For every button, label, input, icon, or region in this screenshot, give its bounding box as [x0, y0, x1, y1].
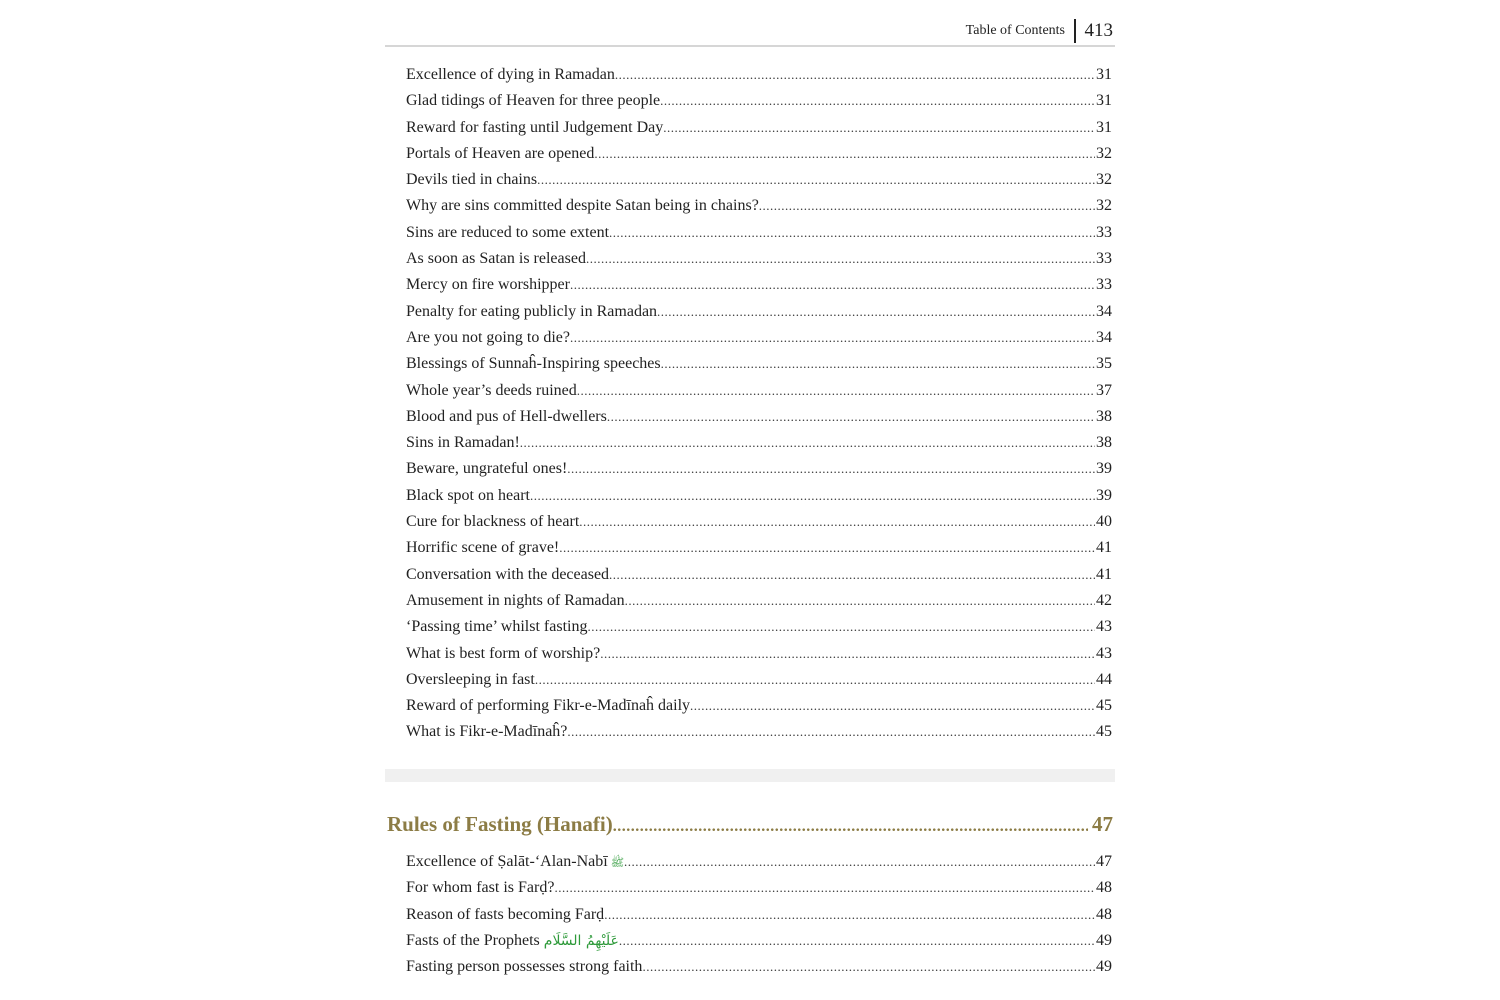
dot-leader	[615, 67, 1095, 83]
toc-entry[interactable]	[406, 645, 1112, 671]
honorific-arabic: عَلَيْهِمُ السَّلَام	[543, 932, 619, 949]
section-title: Rules of Fasting (Hanafi)	[387, 812, 613, 836]
toc-entry-title-text: Fasts of the Prophets	[406, 931, 540, 949]
toc-entry-title	[406, 408, 607, 426]
toc-entry-title-text: What is Fikr-e-Madīnaĥ?	[406, 723, 568, 741]
toc-entry-title	[406, 879, 554, 897]
dot-leader	[567, 724, 1095, 740]
dot-leader	[600, 646, 1095, 662]
running-head	[966, 18, 1113, 44]
dot-leader	[609, 225, 1095, 241]
toc-entry-title	[406, 355, 661, 373]
toc-entry-page: 33	[1096, 250, 1112, 268]
toc-entry-title	[406, 197, 759, 215]
honorific-glyph: ﷺ	[610, 856, 624, 869]
dot-leader	[609, 567, 1095, 583]
toc-entry-title	[406, 66, 615, 84]
dot-leader	[520, 435, 1095, 451]
dot-leader	[690, 698, 1095, 714]
toc-entry[interactable]	[406, 671, 1112, 697]
toc-entry-title	[406, 303, 657, 321]
toc-entry-page: 34	[1096, 328, 1112, 346]
toc-entry-title	[406, 329, 570, 347]
page-number: 413	[1084, 20, 1113, 41]
toc-entry-title	[406, 671, 535, 689]
toc-entry-title	[406, 566, 609, 584]
dot-leader	[577, 383, 1095, 399]
dot-leader	[613, 818, 1088, 836]
toc-entry[interactable]	[406, 906, 1112, 932]
toc-entry-title-text: Devils tied in chains	[406, 171, 538, 189]
toc-entry-title-text: As soon as Satan is released	[406, 250, 586, 268]
toc-entry-title-text: Reason of fasts becoming Farḍ	[406, 905, 605, 923]
dot-leader	[624, 854, 1095, 870]
toc-entry[interactable]	[406, 618, 1112, 644]
dot-leader	[660, 93, 1095, 109]
dot-leader	[657, 304, 1095, 320]
toc-entry-title	[406, 250, 586, 268]
dot-leader	[663, 120, 1095, 136]
toc-entry-title-text: Beware, ungrateful ones!	[406, 460, 568, 478]
toc-entry-title-text: Cure for blackness of heart	[406, 513, 580, 531]
toc-entry-title-text: Blood and pus of Hell-dwellers	[406, 407, 607, 425]
toc-entry-page: 38	[1096, 407, 1112, 425]
running-title: Table of Contents	[965, 23, 1065, 38]
toc-entry-page: 32	[1096, 171, 1112, 189]
toc-entry-title-text: ‘Passing time’ whilst fasting	[406, 618, 588, 636]
dot-leader	[554, 880, 1095, 896]
toc-entry[interactable]	[406, 171, 1112, 197]
toc-entry-title-text: Conversation with the deceased	[406, 565, 610, 583]
toc-entry-title-text: Horrific scene of grave!	[406, 539, 560, 557]
toc-entry[interactable]	[406, 145, 1112, 171]
dot-leader	[587, 619, 1095, 635]
toc-entry-title	[406, 92, 660, 110]
toc-entry-page: 41	[1096, 539, 1112, 557]
toc-entry-title-text: Reward for fasting until Judgement Day	[406, 118, 664, 136]
dot-leader	[570, 330, 1095, 346]
toc-entry[interactable]	[406, 879, 1112, 905]
toc-entry-title	[406, 958, 642, 976]
toc-entry[interactable]	[406, 853, 1112, 879]
toc-entry-title	[406, 645, 600, 663]
toc-entry-page: 41	[1096, 565, 1112, 583]
toc-entry-title	[406, 592, 625, 610]
toc-entry[interactable]	[406, 513, 1112, 539]
toc-entry-page: 35	[1096, 355, 1112, 373]
toc-entry-page: 39	[1096, 486, 1112, 504]
toc-entry-title	[406, 723, 567, 741]
book-page	[385, 0, 1115, 1000]
toc-entry-page: 39	[1096, 460, 1112, 478]
toc-entry-title-text: What is best form of worship?	[406, 644, 601, 662]
toc-entry-title-text: Portals of Heaven are opened	[406, 144, 595, 162]
toc-entry[interactable]	[406, 723, 1112, 749]
toc-entry[interactable]	[406, 592, 1112, 618]
toc-entry-title-text: Amusement in nights of Ramadan	[406, 591, 625, 609]
toc-list-section	[406, 853, 1112, 984]
toc-entry-title	[406, 145, 594, 163]
dot-leader	[579, 514, 1095, 530]
toc-entry[interactable]	[406, 487, 1112, 513]
toc-entry-page: 45	[1096, 697, 1112, 715]
dot-leader	[530, 488, 1095, 504]
toc-entry-title	[406, 697, 690, 715]
dot-leader	[604, 907, 1095, 923]
toc-entry-page: 32	[1096, 197, 1112, 215]
dot-leader	[661, 356, 1095, 372]
toc-entry-title	[406, 382, 577, 400]
dot-leader	[607, 409, 1095, 425]
toc-entry-title-text: Whole year’s deeds ruined	[406, 381, 577, 399]
toc-entry-page: 48	[1096, 905, 1112, 923]
toc-entry-page: 43	[1096, 618, 1112, 636]
dot-leader	[594, 146, 1095, 162]
section-divider-band	[385, 769, 1115, 782]
toc-entry-page: 47	[1096, 853, 1112, 870]
dot-leader	[570, 277, 1095, 293]
header-rule	[385, 45, 1115, 47]
toc-entry-page: 37	[1096, 381, 1112, 399]
toc-entry-title-text: Are you not going to die?	[406, 328, 570, 346]
toc-entry[interactable]	[406, 250, 1112, 276]
toc-entry[interactable]	[406, 958, 1112, 984]
toc-entry-title-text: Fasting person possesses strong faith	[406, 958, 643, 976]
dot-leader	[567, 461, 1095, 477]
toc-entry-page: 31	[1096, 66, 1112, 83]
toc-entry-title-text: Excellence of dying in Ramadan	[406, 66, 615, 83]
toc-entry[interactable]	[406, 66, 1112, 92]
toc-entry-title	[406, 276, 570, 294]
toc-entry-page: 34	[1096, 302, 1112, 320]
toc-entry-title	[406, 119, 663, 137]
toc-entry-title	[406, 224, 609, 242]
toc-entry-title	[406, 853, 624, 872]
toc-entry-title-text: Blessings of Sunnaĥ-Inspiring speeches	[406, 355, 661, 373]
dot-leader	[535, 672, 1095, 688]
toc-entry[interactable]	[406, 932, 1112, 958]
toc-entry-page: 31	[1096, 118, 1112, 136]
toc-entry-page: 33	[1096, 223, 1112, 241]
toc-entry-title	[406, 932, 619, 950]
section-heading[interactable]	[387, 812, 1113, 837]
toc-entry-title-text: Sins in Ramadan!	[406, 434, 520, 452]
toc-entry-title-text: Black spot on heart	[406, 486, 530, 504]
toc-list	[406, 66, 1112, 750]
toc-entry[interactable]	[406, 276, 1112, 302]
toc-entry-page: 38	[1096, 434, 1112, 452]
toc-entry[interactable]	[406, 382, 1112, 408]
toc-entry-title	[406, 513, 579, 531]
toc-entry-title-text: Excellence of Ṣalāt-‘Alan-Nabī	[406, 853, 608, 870]
toc-entry[interactable]	[406, 119, 1112, 145]
toc-entry-page: 43	[1096, 644, 1112, 662]
toc-entry-title	[406, 539, 559, 557]
toc-entry[interactable]	[406, 539, 1112, 565]
dot-leader	[559, 540, 1095, 556]
dot-leader	[537, 172, 1095, 188]
toc-entry[interactable]	[406, 224, 1112, 250]
toc-entry-page: 49	[1096, 931, 1112, 949]
toc-entry-title-text: Reward of performing Fikr-e-Madīnaĥ daily	[406, 697, 691, 715]
toc-entry[interactable]	[406, 434, 1112, 460]
toc-entry[interactable]	[406, 92, 1112, 118]
dot-leader	[625, 593, 1095, 609]
section-page: 47	[1092, 812, 1113, 836]
toc-entry-page: 40	[1096, 513, 1112, 531]
toc-entry-title	[406, 618, 587, 636]
dot-leader	[619, 933, 1095, 949]
dot-leader	[586, 251, 1095, 267]
toc-entry-title-text: Mercy on fire worshipper	[406, 276, 570, 294]
toc-entry-title-text: For whom fast is Farḍ?	[406, 879, 555, 897]
toc-entry[interactable]	[406, 355, 1112, 381]
toc-entry[interactable]	[406, 408, 1112, 434]
toc-entry[interactable]	[406, 197, 1112, 223]
toc-entry-title	[406, 906, 604, 924]
toc-entry-title-text: Oversleeping in fast	[406, 670, 535, 688]
toc-entry-page: 44	[1096, 670, 1112, 688]
toc-entry-title	[406, 487, 530, 505]
dot-leader	[759, 198, 1095, 214]
toc-entry[interactable]	[406, 460, 1112, 486]
toc-entry[interactable]	[406, 329, 1112, 355]
toc-entry[interactable]	[406, 697, 1112, 723]
toc-entry[interactable]	[406, 566, 1112, 592]
toc-entry-page: 33	[1096, 276, 1112, 294]
toc-entry-page: 31	[1096, 92, 1112, 110]
toc-entry-page: 45	[1096, 723, 1112, 741]
toc-entry[interactable]	[406, 303, 1112, 329]
dot-leader	[642, 959, 1095, 975]
toc-entry-page: 32	[1096, 144, 1112, 162]
toc-entry-title	[406, 171, 537, 189]
toc-entry-title-text: Why are sins committed despite Satan being in chains?	[406, 197, 759, 215]
toc-entry-page: 49	[1096, 958, 1112, 976]
toc-entry-title	[406, 460, 567, 478]
toc-entry-title-text: Glad tidings of Heaven for three people	[406, 92, 661, 110]
toc-entry-title	[406, 434, 520, 452]
toc-entry-title-text: Sins are reduced to some extent	[406, 223, 610, 241]
toc-entry-page: 48	[1096, 879, 1112, 897]
toc-entry-title-text: Penalty for eating publicly in Ramadan	[406, 302, 658, 320]
toc-entry-page: 42	[1096, 591, 1112, 609]
